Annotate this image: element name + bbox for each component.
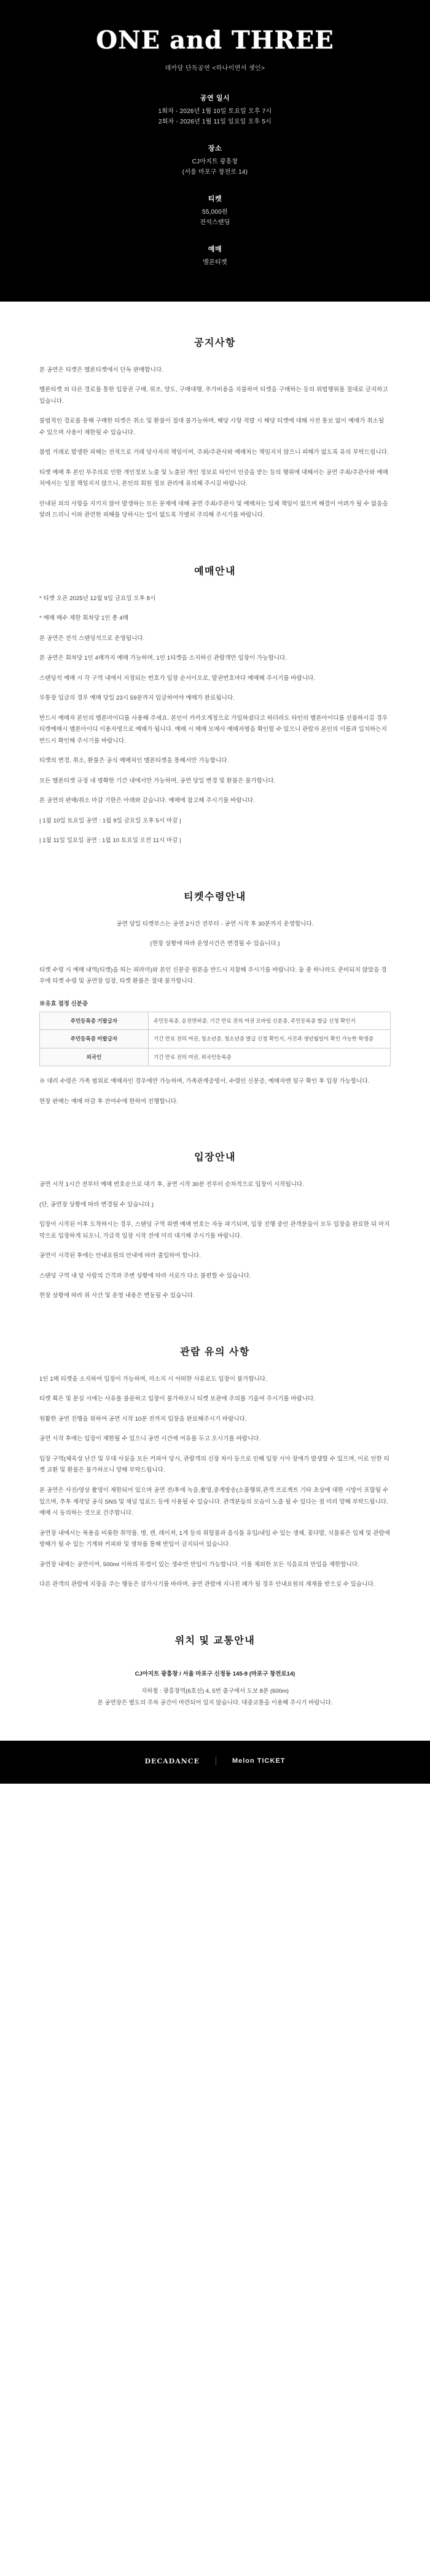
- ticketing-note: 현장 판매는 예매 마감 후 잔여수에 한하여 진행합니다.: [39, 1098, 179, 1105]
- entrance-paragraph: 스탠딩 구역 내 앞 사람의 간격과 주변 상황에 따라 서로가 다소 불편할 수 있습니다.: [39, 1272, 251, 1279]
- caution-title: 관람 유의 사항: [180, 1346, 250, 1357]
- table-row-value: 주민등록증, 운전면허증, 기간 만료 전의 여권 모바일 신분증, 주민등록증 발급 신청 확인서: [149, 1012, 391, 1029]
- booking-paragraph: 본 공연은 전석 스탠딩석으로 운영됩니다.: [39, 634, 145, 642]
- table-row: [40, 1030, 391, 1048]
- hero-info-block-seller: [0, 244, 430, 268]
- melon-ticket-logo: Melon TICKET: [232, 1757, 286, 1765]
- table-row: [40, 1012, 391, 1029]
- table-row-value: 기간 만료 전의 여권, 청소년증, 청소년증 발급 신청 확인서, 사진과 생년월일이 확인 가능한 학생증: [149, 1030, 391, 1048]
- ticketing-intro-1: 공연 당일 티켓부스는 공연 2시간 전부터 - 공연 시작 후 30분까지 운영합니다.: [116, 920, 314, 927]
- hero-info-block-date: [0, 93, 430, 127]
- notice-title: 공지사항: [194, 337, 236, 348]
- hero-ticket-price: 55,000원: [202, 209, 228, 216]
- footer-logos: [0, 1757, 430, 1765]
- hero-date-line-2: 2회차 - 2026년 1월 11일 일요일 오후 5시: [158, 118, 272, 125]
- caution-paragraph: 공연 시작 후에는 입장이 제한될 수 있으니 공연 시간에 여유를 두고 오시기를 바랍니다.: [39, 1435, 261, 1443]
- booking-paragraph: 스탠딩석 예매 시 각 구역 내에서 지정되는 번호가 입장 순서이오로, 발권번호마다 예매해 주시기를 바랍니다.: [39, 674, 316, 682]
- caution-paragraph: 공연장 내에서는 복용을 비롯한 취약품, 병, 캔, 레이져, 1개 등의 위험물과 음식물 유입/내입 수 있는 생체, 꽃다발, 식물류은 입체 및 관람에 방해가 될 수 있는 기계와 커피와 및 생차를 통해 반입이 금지되어 있습니다.: [39, 1529, 391, 1548]
- booking-paragraph: * 티켓 오픈 2025년 12월 9일 금요일 오후 8시: [39, 595, 156, 602]
- page-title: ONE and THREE: [96, 26, 334, 55]
- ticketing-intro-3: 티켓 수령 시 예매 내역(티켓)을 띄는 피라미)와 본인 신분증 원본을 반드시 지참해 주시기를 바랍니다. 둘 중 하나라도 준비되지 않았을 경우에 티켓 수령 및 공연장 입장, 티켓 환불은 절대 불가합니다.: [39, 966, 387, 985]
- hero-subtitle: 데카당 단독공연 <하나이면서 셋인>: [165, 65, 265, 72]
- hero-date-line-1: 1회차 - 2026년 1월 10일 토요일 오후 7시: [158, 108, 272, 115]
- caution-paragraph: 티켓 획은 및 분실 시에는 사유를 불문하고 입장이 불가하오니 티켓 보관에 주의를 기울여 주시기를 바랍니다.: [39, 1395, 316, 1403]
- hero-seller-name: 멜론티켓: [203, 259, 227, 266]
- booking-paragraph: 본 공연은 회차당 1인 4매까지 예매 가능하며, 1인 1티켓을 소지하신 관람객만 입장이 가능합니다.: [39, 655, 287, 662]
- hero-venue-line-2: (서울 마포구 창전로 14): [182, 168, 248, 176]
- location-details: [39, 1663, 391, 1709]
- notice-paragraph: 불법 거래로 발생한 피해는 전적으로 거래 당사자의 책임이며, 주최/주관사와 예매처는 책임지지 않으니 피해가 없도록 유의 부탁드립니다.: [39, 449, 389, 456]
- booking-paragraph: 반드시 예매자 본인의 멜론마이디를 사용해 주세요. 본인이 카카오계정으로 가입하셨다고 하더라도 타인의 멜론아이디를 선불하시길 경우 티켓예매시 멜론아이디 이용자명으로 예매가 됩니다. 예매 시 메매 모매사 예매자명을 확인할 수 있으니 관람자 본인의 이름과 일치하는지 반드시 확인해 주시기를 바랍니다.: [39, 714, 388, 744]
- notice-paragraph: 티켓 예매 후 본인 부주의로 인한 개인정보 노출 및 노출된 개인 정보로 타인이 인증을 받는 등의 행위에 대해서는 공연 주최/주관사와 예매처에서는 일절 책임지지 않으니, 본인의 회원 정보 관리에 유의해 주시길 바랍니다.: [39, 469, 388, 488]
- booking-title: 예매안내: [194, 566, 236, 577]
- hero-info-block-ticket: [0, 193, 430, 228]
- table-row-label: 외국인: [40, 1048, 149, 1066]
- notice-section: [0, 302, 430, 521]
- decadance-logo: DECADANCE: [144, 1757, 200, 1765]
- hero-info-block-venue: [0, 143, 430, 178]
- hero-section: [0, 0, 430, 302]
- entrance-paragraph: 공연 시작 1시간 전부터 예매 번호순으로 대기 후, 공연 시작 30분 전부터 순차적으로 입장이 시작됩니다.: [39, 1181, 305, 1188]
- valid-id-table: [39, 1012, 391, 1066]
- ticketing-section: [0, 856, 430, 1107]
- booking-paragraph: 티켓의 변경, 취소, 환불은 공식 예매처인 멜론티켓을 통해서만 가능합니다.: [39, 757, 229, 765]
- hero-venue-line-1: CJ아지트 광흥창: [192, 158, 238, 165]
- caution-paragraph: 본 공연은 사진/영상 촬영이 제한되어 있으며 공연 전/후에 녹음,촬영,중계방송(소품행위,관객 프로젝트 기타 초상에 대한 시방이 포함될 수 있으며, 추후 제작당 공식 SNS 및 채널 업로드 등에 사용될 수 있습니다. 관객분들의 모습이 노출 될 수 있다는 점 미리 양해 부탁드립니다. 예매 시 동의하는 것으로 간주합니다.: [39, 1486, 389, 1517]
- booking-section: [0, 530, 430, 847]
- notice-paragraph: 불법적인 경로를 통해 구매한 티켓은 취소 및 환불이 절대 불가능하며, 해당 사항 적발 시 해당 티켓에 대해 사전 통보 없이 예매가 취소될 수 있으며 사용이 제한될 수 있습니다.: [39, 418, 385, 436]
- hero-ticket-seating: 전석스탠딩: [200, 219, 230, 226]
- venue-address: CJ아지트 광흥창 / 서울 마포구 신정동 145-9 (마포구 창전로14): [135, 1670, 295, 1677]
- entrance-section: [0, 1116, 430, 1302]
- ticketing-title: 티켓수령안내: [184, 891, 246, 902]
- caution-paragraph: 입장 구역(체육성 난간 및 무대 사실을 모든 커피아 당시, 관람객의 신장 차이 등으로 인해 입장 시아 장애가 발생할 수 있으며, 이로 인한 티켓 교환 및 환불은 불가하오니 양해 부탁드립니다.: [39, 1455, 389, 1474]
- entrance-paragraph: 현장 상황에 따라 위 사간 및 운영 내용은 변동될 수 있습니다.: [39, 1292, 195, 1300]
- entrance-title: 입장안내: [194, 1152, 236, 1163]
- caution-section: [0, 1311, 430, 1591]
- table-row-value: 기간 만료 전의 여권, 외국인등록증: [149, 1048, 391, 1066]
- hero-label-seller: 예매: [208, 246, 222, 253]
- location-section: [0, 1599, 430, 1709]
- entrance-paragraph: 공연이 시작된 후에는 안내요원의 안내에 따라 출입하여 합니다.: [39, 1252, 201, 1260]
- ticketing-intro-2: (현장 상황에 따라 운영시간은 변경될 수 있습니다.): [150, 940, 280, 948]
- footer-section: [0, 1741, 430, 1784]
- entrance-paragraph: 입장이 시작된 이후 도착하시는 경우, 스탠딩 구역 위엔 예매 번호는 자동 파기되며, 입장 진행 중인 관객분들이 모두 입장을 완료한 뒤 마지막으로 입장하게 되오니, 가급적 입장 시작 전에 미리 대기해 주시기를 바랍니다.: [39, 1221, 390, 1239]
- booking-deadline-2: | 1월 11일 일요일 공연 : 1월 10 토요일 오전 11시 마감 |: [39, 837, 181, 845]
- notice-paragraph: 본 공연은 티켓은 멜론티켓에서 단독 판매합니다.: [39, 366, 163, 373]
- booking-paragraph: 본 공연의 판매/취소 마감 기한은 아래와 같습니다. 예매에 참고해 주시기를 바랍니다.: [39, 797, 256, 805]
- entrance-paragraph: (단, 공연장 상황에 따라 변경될 수 있습니다.): [39, 1201, 154, 1208]
- notice-paragraph: 안내된 외의 사항을 지키지 않아 발생하는 모든 문제에 대해 공연 주최/주관사 및 예매처는 일체 책임이 없으며 해결이 어려가 될 수 없음을 알려 드리니 이와 관련한 피해를 당하시는 일이 없도록 각별히 주의해 주시기를 바랍니다.: [39, 500, 388, 519]
- ticketing-note: ※ 대리 수령은 가족 범위로 예매자인 경우에만 가능하며, 가족관계증명서, 수령인 신분증, 예매자엔 임구 확인 후 입장 가능합니다.: [39, 1078, 370, 1085]
- booking-paragraph: 무통장 입금의 경우 예매 당일 23시 59분까지 입금하여야 예매가 완료됩니다.: [39, 695, 235, 702]
- table-row-label: 주민등록증 기발급자: [40, 1012, 149, 1029]
- notice-paragraph: 멜론티켓 외 다른 경로를 통한 입장권 구매, 위조, 양도, 구매대행, 추가비용을 지불하여 티켓을 구매하는 등의 위법행위를 절대로 금지하고 있습니다.: [39, 386, 388, 405]
- caution-paragraph: 원활한 공연 진행을 위하여 공연 시작 10분 전까지 입장을 완료해주시기 바랍니다.: [39, 1415, 247, 1423]
- hero-label-venue: 장소: [208, 145, 222, 152]
- caution-paragraph: 다른 관객의 관람에 지장을 주는 행동은 삼가시기를 바라며, 공연 관람에 지나친 폐가 될 경우 안내요원의 제재를 받으실 수 있습니다.: [39, 1581, 375, 1588]
- booking-deadline-1: | 1월 10일 토요일 공연 : 1월 9일 금요일 오후 5시 마감 |: [39, 817, 181, 824]
- hero-label-ticket: 티켓: [208, 195, 222, 203]
- booking-paragraph: * 예매 매수 제한 회차당 1인 총 4매: [39, 615, 129, 622]
- booking-paragraph: 모든 멜론티켓 규정 내 명확한 기간 내에서만 가능하며, 공연 당일 변경 및 환불은 불가합니다.: [39, 777, 276, 784]
- transit-subway: 지하철 : 광흥창역(6호선) 4, 5번 출구에서 도보 8분 (600m): [141, 1688, 289, 1695]
- id-table-caption: ※유효 접정 신분증: [39, 1000, 88, 1007]
- table-row-label: 주민등록증 미발급자: [40, 1030, 149, 1048]
- caution-paragraph: 1인 1매 티켓을 소지하여 입장이 가능하며, 미소지 시 어떠한 사유로도 입장이 불가합니다.: [39, 1375, 268, 1383]
- hero-label-date: 공연 일시: [200, 95, 230, 102]
- location-title: 위치 및 교통안내: [174, 1635, 256, 1646]
- caution-paragraph: 공연장 내에는 공연이여, 500ml 이하의 뚜껑이 있는 생수만 반입이 가능합니다. 이를 제외한 모든 식음료의 반입을 제한합니다.: [39, 1561, 359, 1568]
- transit-parking: 본 공연장은 별도의 주차 공간이 마련되어 있지 않습니다. 대중교통을 이용해 주시기 바랍니다.: [97, 1699, 333, 1706]
- table-row: [40, 1048, 391, 1066]
